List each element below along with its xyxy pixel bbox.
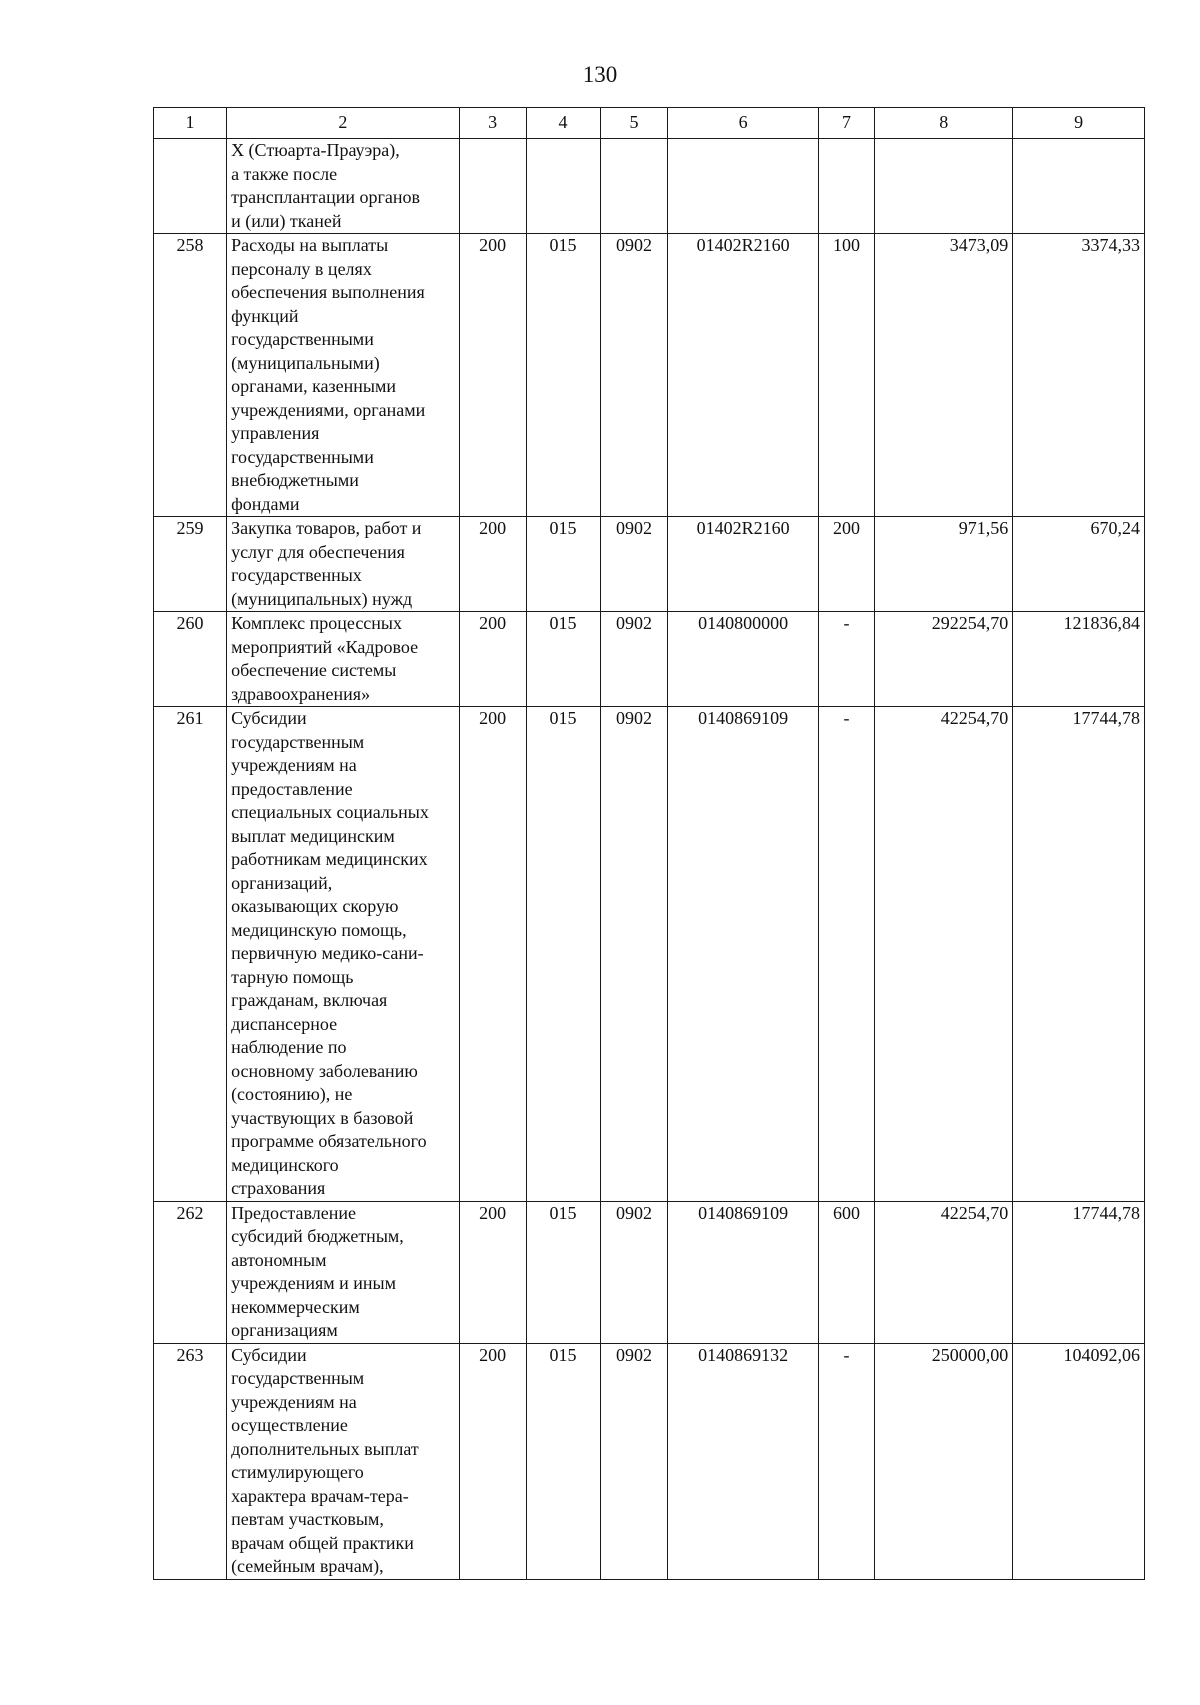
row-name-cell: Х (Стюарта-Прауэра), а также после трансплантации органов и (или) тканей xyxy=(227,139,460,234)
code-cell xyxy=(526,139,600,234)
code-cell: 200 xyxy=(459,612,526,707)
row-name-cell: Расходы на выплаты персоналу в целях обеспечения выполнения функций государственными (муниципальными) органами, казенными учреждениями, органами управления государственными внебюджетными фондами xyxy=(227,234,460,517)
code-cell: 015 xyxy=(526,612,600,707)
amount-cell: 292254,70 xyxy=(875,612,1013,707)
code-cell: 200 xyxy=(459,1201,526,1343)
amount-cell: 3473,09 xyxy=(875,234,1013,517)
row-number-cell xyxy=(154,139,227,234)
row-name-cell: Субсидии государственным учреждениям на предоставление специальных социальных выплат медицинским работникам медицинских организаций, оказывающих скорую медицинскую помощь, первичную медико-сани- тарную помощь гражданам, включая диспансерное наблюдение по основному заболеванию (состоянию), не участвующих в базовой программе обязательного медицинского страхования xyxy=(227,707,460,1202)
code-cell: 0140869109 xyxy=(668,707,818,1202)
amount-cell: 17744,78 xyxy=(1013,707,1145,1202)
code-cell xyxy=(459,139,526,234)
code-cell: 600 xyxy=(818,1201,875,1343)
code-cell: 200 xyxy=(818,517,875,612)
code-cell: 0140800000 xyxy=(668,612,818,707)
code-cell: 0140869132 xyxy=(668,1343,818,1579)
code-cell: 200 xyxy=(459,517,526,612)
column-header: 7 xyxy=(818,108,875,139)
table-row xyxy=(154,612,1145,707)
row-number-cell: 259 xyxy=(154,517,227,612)
row-number-cell: 263 xyxy=(154,1343,227,1579)
code-cell: 015 xyxy=(526,707,600,1202)
code-cell: - xyxy=(818,612,875,707)
amount-cell: 104092,06 xyxy=(1013,1343,1145,1579)
code-cell: 015 xyxy=(526,1201,600,1343)
amount-cell: 971,56 xyxy=(875,517,1013,612)
code-cell: 0902 xyxy=(600,1201,668,1343)
code-cell: 0902 xyxy=(600,1343,668,1579)
amount-cell: 670,24 xyxy=(1013,517,1145,612)
code-cell: 0902 xyxy=(600,612,668,707)
code-cell xyxy=(668,139,818,234)
code-cell: 100 xyxy=(818,234,875,517)
row-name-cell: Закупка товаров, работ и услуг для обеспечения государственных (муниципальных) нужд xyxy=(227,517,460,612)
code-cell: 0902 xyxy=(600,234,668,517)
code-cell: 015 xyxy=(526,517,600,612)
row-number-cell: 260 xyxy=(154,612,227,707)
header-row xyxy=(154,108,1145,139)
code-cell: 200 xyxy=(459,234,526,517)
code-cell: - xyxy=(818,1343,875,1579)
column-header: 5 xyxy=(600,108,668,139)
code-cell: 015 xyxy=(526,234,600,517)
column-header: 9 xyxy=(1013,108,1145,139)
amount-cell: 17744,78 xyxy=(1013,1201,1145,1343)
page-number: 130 xyxy=(582,62,618,87)
row-name-cell: Субсидии государственным учреждениям на осуществление дополнительных выплат стимулирующего характера врачам-тера- певтам участковым, врачам общей практики (семейным врачам), xyxy=(227,1343,460,1579)
table-body xyxy=(154,139,1145,1580)
row-number-cell: 258 xyxy=(154,234,227,517)
table-row xyxy=(154,517,1145,612)
code-cell: 200 xyxy=(459,1343,526,1579)
column-header: 1 xyxy=(154,108,227,139)
budget-table xyxy=(153,107,1145,1580)
amount-cell xyxy=(1013,139,1145,234)
amount-cell: 250000,00 xyxy=(875,1343,1013,1579)
table-row xyxy=(154,234,1145,517)
row-number-cell: 262 xyxy=(154,1201,227,1343)
table-row xyxy=(154,1343,1145,1579)
table-row xyxy=(154,707,1145,1202)
code-cell: 015 xyxy=(526,1343,600,1579)
code-cell xyxy=(600,139,668,234)
column-header: 6 xyxy=(668,108,818,139)
row-name-cell: Комплекс процессных мероприятий «Кадровое обеспечение системы здравоохранения» xyxy=(227,612,460,707)
code-cell: 0140869109 xyxy=(668,1201,818,1343)
code-cell: 01402R2160 xyxy=(668,234,818,517)
amount-cell xyxy=(875,139,1013,234)
amount-cell: 3374,33 xyxy=(1013,234,1145,517)
column-header: 8 xyxy=(875,108,1013,139)
column-header: 4 xyxy=(526,108,600,139)
amount-cell: 42254,70 xyxy=(875,707,1013,1202)
amount-cell: 42254,70 xyxy=(875,1201,1013,1343)
column-header: 3 xyxy=(459,108,526,139)
amount-cell: 121836,84 xyxy=(1013,612,1145,707)
row-number-cell: 261 xyxy=(154,707,227,1202)
code-cell: 0902 xyxy=(600,517,668,612)
table-row xyxy=(154,1201,1145,1343)
code-cell xyxy=(818,139,875,234)
code-cell: 0902 xyxy=(600,707,668,1202)
column-header: 2 xyxy=(227,108,460,139)
table-row xyxy=(154,139,1145,234)
code-cell: 01402R2160 xyxy=(668,517,818,612)
code-cell: 200 xyxy=(459,707,526,1202)
row-name-cell: Предоставление субсидий бюджетным, автономным учреждениям и иным некоммерческим организациям xyxy=(227,1201,460,1343)
code-cell: - xyxy=(818,707,875,1202)
